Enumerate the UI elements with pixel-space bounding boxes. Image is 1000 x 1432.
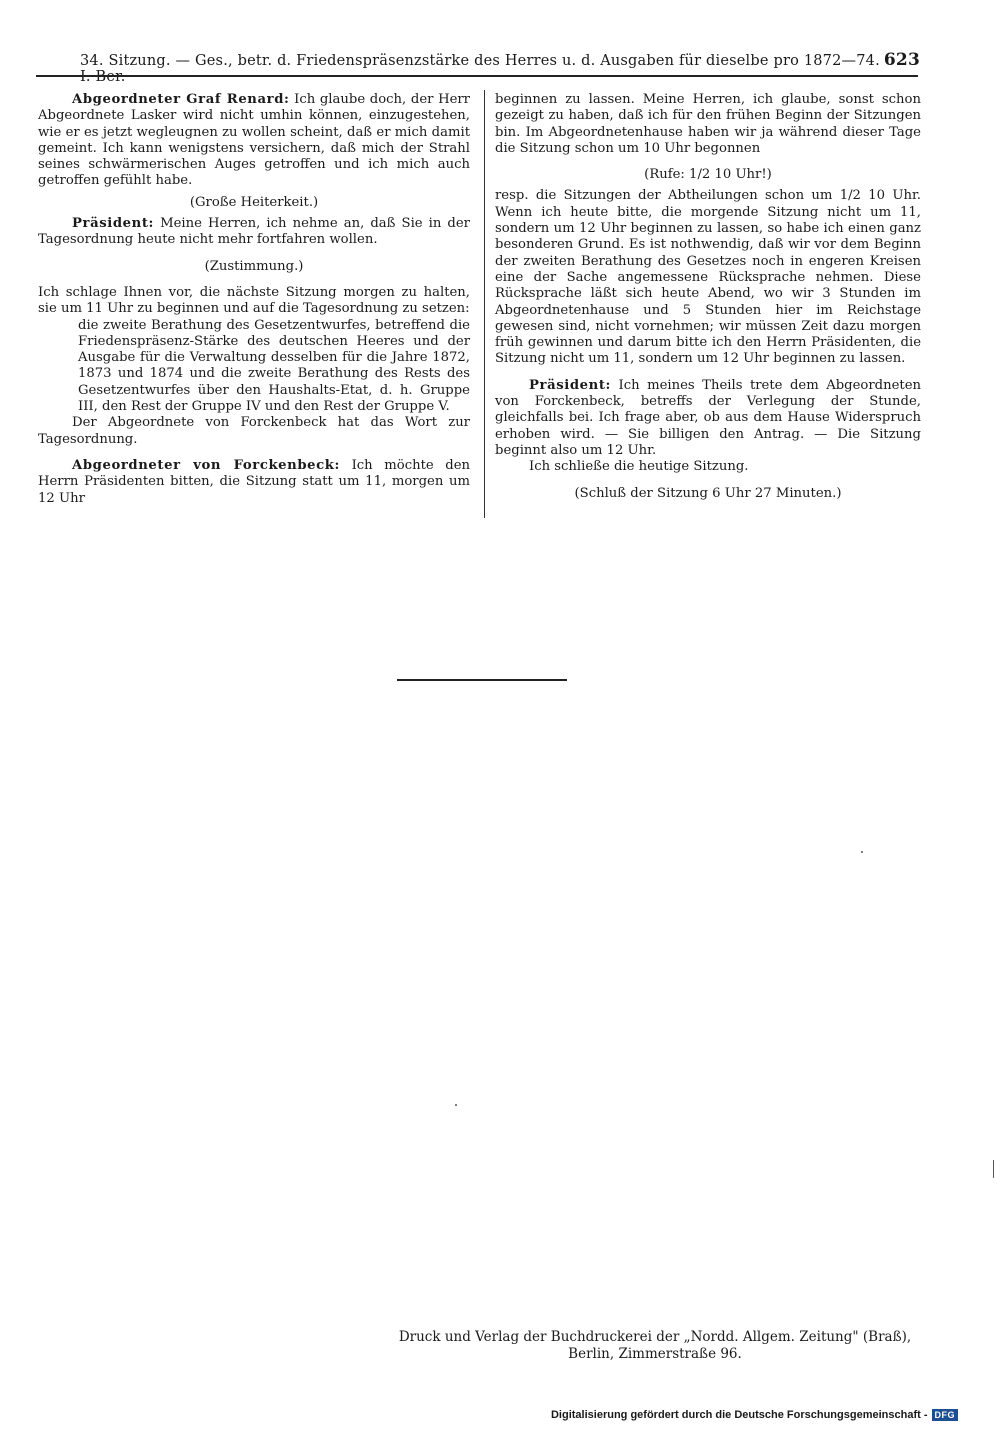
speaker-label: Abgeordneter von Forckenbeck:: [72, 457, 341, 473]
paragraph-word-granted: Der Abgeordnete von Forckenbeck hat das Wort zur Tagesordnung.: [38, 415, 470, 447]
dfg-logo-icon: DFG: [932, 1409, 959, 1421]
imprint-line: Berlin, Zimmerstraße 96.: [568, 1346, 742, 1362]
credit-text: Digitalisierung gefördert durch die Deutsche Forschungsgemeinschaft -: [550, 1409, 928, 1421]
speech-text: Ich möchte den Herrn Präsidenten bitten, die Sitzung statt um 11, morgen um 12 Uhr: [38, 457, 470, 506]
printer-imprint: [390, 1329, 920, 1363]
digitization-credit: [551, 1409, 958, 1421]
page-number: 623: [883, 50, 920, 70]
paragraph-forckenbeck: [38, 458, 470, 507]
paper-speck: [861, 851, 863, 853]
running-header: [40, 50, 920, 85]
paragraph-president: [38, 216, 470, 249]
speaker-label: Präsident:: [529, 377, 612, 393]
column-divider: [484, 90, 485, 518]
speaker-label: Präsident:: [72, 216, 155, 232]
speaker-label: Abgeordneter Graf Renard:: [72, 92, 290, 107]
imprint-line: Druck und Verlag der Buchdruckerei der „Nordd. Allgem. Zeitung" (Braß),: [398, 1329, 912, 1345]
header-rule: [36, 75, 918, 77]
right-column: [495, 92, 921, 507]
paper-speck: [993, 1160, 994, 1178]
paragraph-president-2: [495, 378, 921, 459]
reaction-text: (Rufe: 1/2 10 Uhr!): [644, 167, 772, 183]
paper-speck: [455, 1104, 457, 1106]
paragraph-forckenbeck-cont2: resp. die Sitzungen der Abtheilungen schon um 1/2 10 Uhr. Wenn ich heute bitte, die morgende Sitzung nicht um 11, sondern um 12 Uhr beginnen zu lassen, so habe ich einen ganz besonderen Grund. Es ist nothwendig, daß wir vor dem Beginn der zweiten Berathung des Gesetzes noch in engeren Kreisen eine der Sache angemessene Rücksprache nehmen. Diese Rücksprache läßt sich heute Abend, wo wir 3 Stunden im Abgeordnetenhause und 5 Stunden hier im Reichstage gewesen sind, nicht vornehmen; wir müssen Zeit dazu morgen früh gewinnen und darum bitte ich den Herrn Präsidenten, die Sitzung nicht um 11, sondern um 12 Uhr beginnen zu lassen.: [495, 188, 921, 367]
session-end-note: (Schluß der Sitzung 6 Uhr 27 Minuten.): [574, 485, 842, 501]
agenda-intro: Ich schlage Ihnen vor, die nächste Sitzung morgen zu halten, sie um 11 Uhr zu beginnen und auf die Tagesordnung zu setzen:: [38, 284, 470, 317]
closing-statement: Ich schließe die heutige Sitzung.: [529, 459, 749, 475]
left-column: [38, 92, 470, 507]
speech-text: Ich glaube doch, der Herr Abgeordnete Lasker wird nicht umhin können, einzugestehen, wie er es jetzt wegleugnen zu wollen scheint, daß er mich damit gemeint. Ich kann wenigstens versichern, daß mich der Strahl seines schwärmerischen Auges getroffen und ich mich auch getroffen gefühlt habe.: [38, 92, 470, 189]
section-end-rule: [397, 679, 567, 681]
header-title: 34. Sitzung. — Ges., betr. d. Friedenspräsenzstärke des Herres u. d. Ausgaben für dieselbe pro 1872—74. I. Ber.: [80, 53, 880, 85]
reaction-text: (Große Heiterkeit.): [189, 194, 319, 210]
reaction-text: (Zustimmung.): [204, 258, 304, 274]
speech-text: Ich meines Theils trete dem Abgeordneten von Forckenbeck, betreffs der Verlegung der Stunde, gleichfalls bei. Ich frage aber, ob aus dem Hause Widerspruch erhoben wird. — Sie billigen den Antrag. — Die Sitzung beginnt also um 12 Uhr.: [495, 377, 921, 458]
paragraph-forckenbeck-cont: beginnen zu lassen. Meine Herren, ich glaube, sonst schon gezeigt zu haben, daß ich für den frühen Beginn der Sitzungen bin. Im Abgeordnetenhause haben wir ja während dieser Tage die Sitzung schon um 10 Uhr begonnen: [495, 92, 921, 156]
speech-text: Meine Herren, ich nehme an, daß Sie in der Tagesordnung heute nicht mehr fortfahren wollen.: [38, 216, 470, 248]
paragraph-renard: [38, 92, 470, 190]
agenda-item: die zweite Berathung des Gesetzentwurfes, betreffend die Friedenspräsenz-Stärke des deutschen Heeres und der Ausgabe für die Verwaltung desselben für die Jahre 1872, 1873 und 1874 und die zweite Berathung des Rests des Gesetzentwurfes über den Haushalts-Etat, d. h. Gruppe III, den Rest der Gruppe IV und den Rest der Gruppe V.: [78, 317, 470, 415]
